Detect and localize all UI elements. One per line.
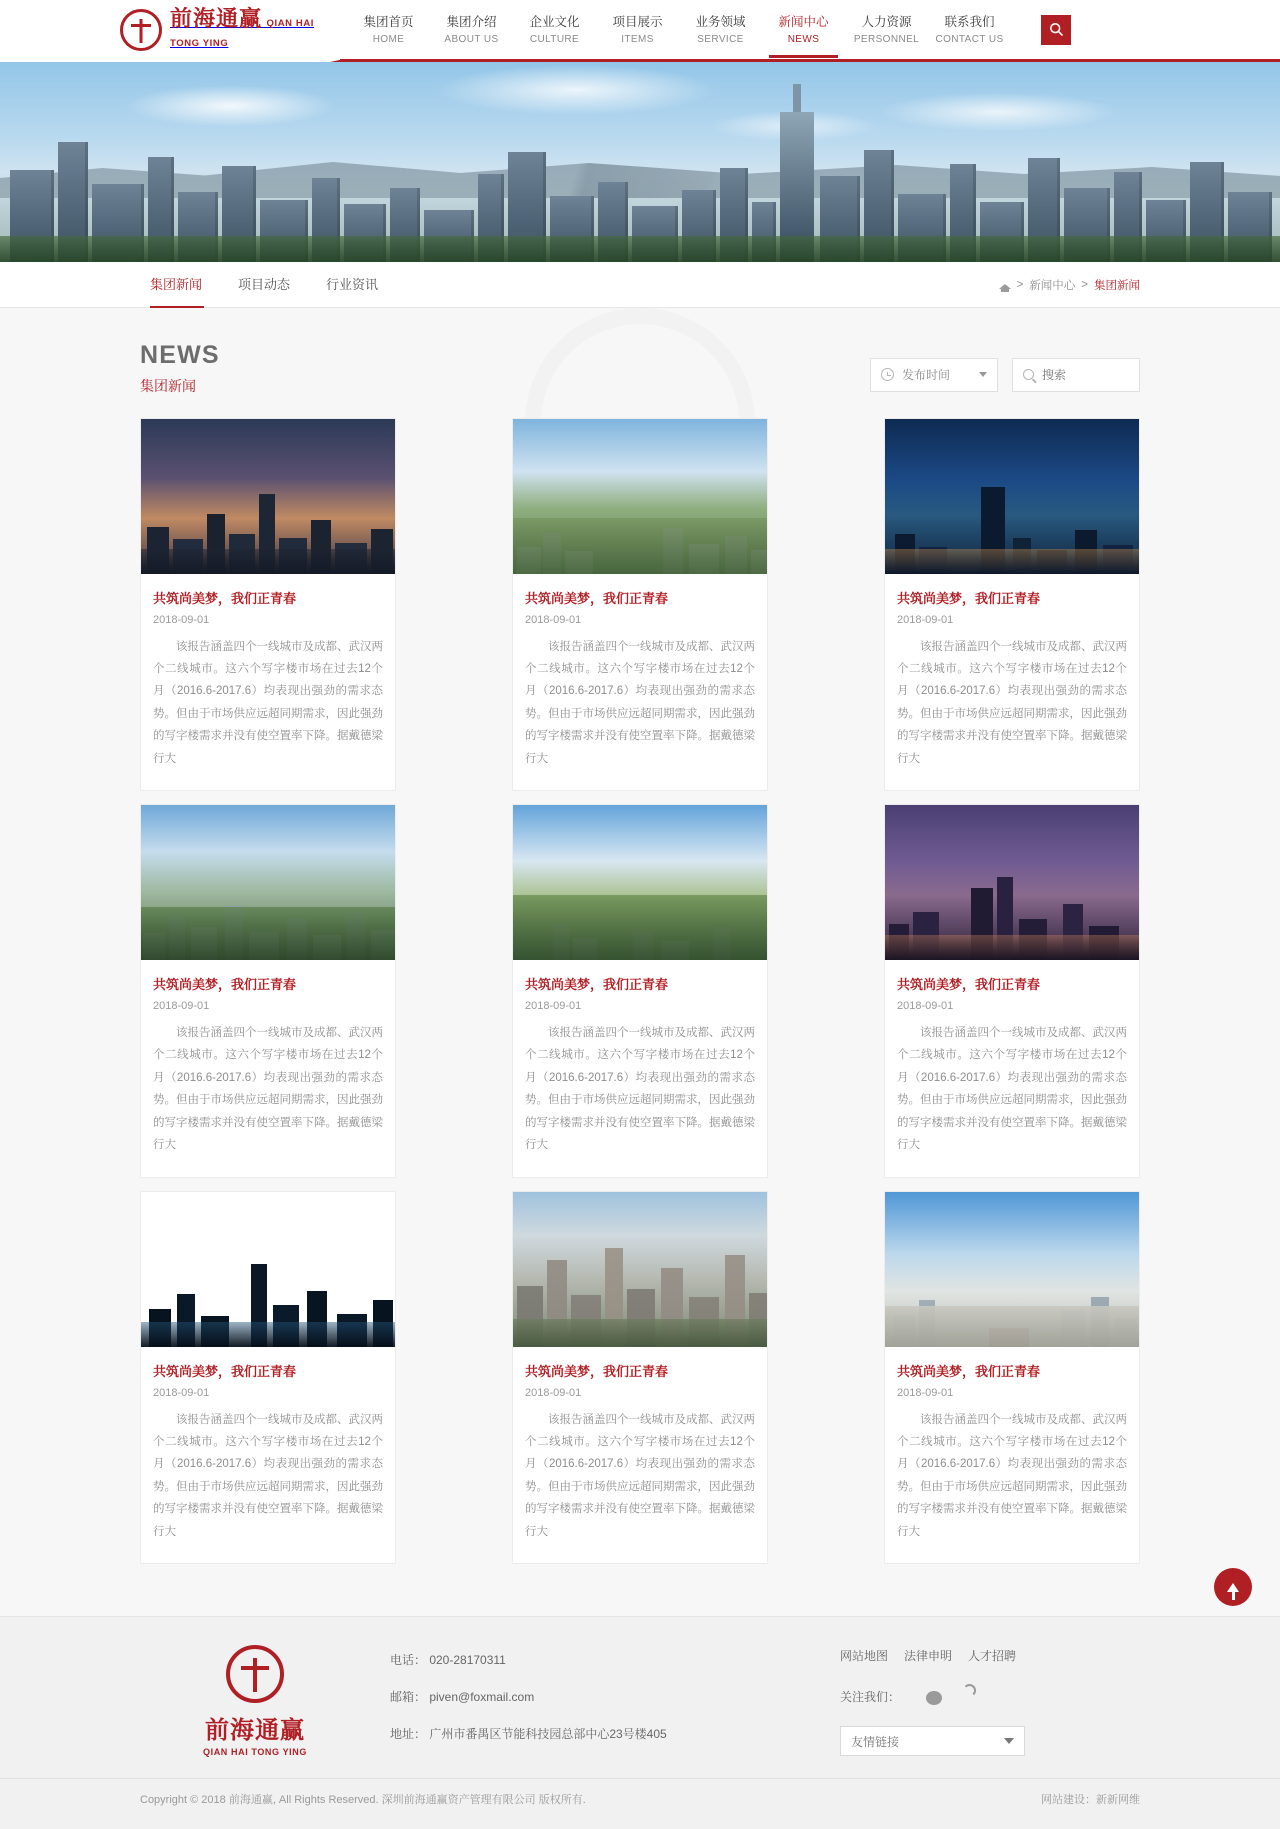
news-card-date: 2018-09-01 bbox=[525, 613, 582, 626]
news-card-date: 2018-09-01 bbox=[525, 1386, 582, 1399]
nav-label-cn: 人力资源 bbox=[861, 15, 912, 29]
tab-group-news[interactable]: 集团新闻 bbox=[140, 262, 220, 308]
friend-link-select[interactable] bbox=[840, 1726, 1025, 1756]
footer-link-sitemap[interactable]: 网站地图 bbox=[840, 1649, 889, 1664]
arrow-up-icon bbox=[1227, 1583, 1239, 1592]
breadcrumb-parent[interactable]: 新闻中心 bbox=[1029, 280, 1076, 292]
footer-email: 邮箱： piven@foxmail.com bbox=[390, 1690, 535, 1705]
footer-contact bbox=[370, 1645, 840, 1762]
tab-project-updates[interactable]: 项目动态 bbox=[238, 277, 291, 292]
header-search-button[interactable] bbox=[1041, 15, 1071, 45]
news-card[interactable] bbox=[884, 418, 1140, 792]
footer-links bbox=[840, 1647, 1140, 1664]
nav-label-cn: 集团介绍 bbox=[446, 15, 497, 29]
news-card[interactable] bbox=[512, 1191, 768, 1565]
news-card-date: 2018-09-01 bbox=[153, 613, 210, 626]
footer-right bbox=[840, 1645, 1140, 1756]
news-card-image bbox=[885, 419, 1139, 574]
news-card-image bbox=[141, 805, 395, 960]
wechat-icon[interactable] bbox=[914, 1686, 938, 1706]
nav-label-en: PERSONNEL bbox=[853, 34, 920, 45]
site-builder-text: 网站建设：新新网维 bbox=[1041, 1794, 1140, 1807]
breadcrumb-sep: > bbox=[1016, 279, 1024, 291]
page-title-cn: 集团新闻 bbox=[140, 377, 196, 394]
news-search-box[interactable] bbox=[1012, 358, 1140, 392]
sort-by-date-label: 发布时间 bbox=[902, 368, 951, 382]
news-card-title: 共筑尚美梦，我们正青春 bbox=[897, 1363, 1041, 1379]
news-card-date: 2018-09-01 bbox=[897, 613, 954, 626]
site-footer bbox=[0, 1616, 1280, 1829]
nav-item-personnel[interactable] bbox=[845, 4, 928, 55]
nav-label-en: ABOUT US bbox=[444, 34, 499, 45]
footer-link-careers[interactable]: 人才招聘 bbox=[968, 1649, 1017, 1664]
footer-logo bbox=[140, 1645, 370, 1757]
site-header bbox=[0, 0, 1280, 62]
logo-name-en: QIAN HAI TONG YING bbox=[170, 18, 315, 49]
nav-label-en: CONTACT US bbox=[935, 34, 1004, 45]
footer-phone: 电话： 020-28170311 bbox=[390, 1653, 506, 1668]
news-card-desc: 该报告涵盖四个一线城市及成都、武汉两个二线城市。这六个写字楼市场在过去12个月（2016.6-2017.6）均表现出强劲的需求态势。但由于市场供应远超同期需求，因此强劲的写字楼需求并没有使空置率下降。据戴德梁行大 bbox=[897, 640, 1127, 765]
news-card-date: 2018-09-01 bbox=[153, 1000, 210, 1013]
footer-follow-label: 关注我们： bbox=[840, 1689, 901, 1704]
copyright-text: Copyright © 2018 前海通赢, All Rights Reserved. 深圳前海通赢资产管理有限公司 版权所有. bbox=[140, 1794, 586, 1807]
news-card-image bbox=[885, 805, 1139, 960]
logo-mark-icon bbox=[120, 9, 162, 51]
news-card[interactable] bbox=[512, 804, 768, 1178]
nav-label-cn: 集团首页 bbox=[363, 15, 414, 29]
news-card[interactable] bbox=[140, 1191, 396, 1565]
friend-link-label: 友情链接 bbox=[851, 1734, 900, 1749]
main-nav bbox=[347, 4, 1011, 55]
home-icon[interactable] bbox=[999, 280, 1011, 291]
news-card[interactable] bbox=[884, 804, 1140, 1178]
news-card-date: 2018-09-01 bbox=[153, 1386, 210, 1399]
nav-label-en: CULTURE bbox=[529, 34, 580, 45]
nav-label-en: SERVICE bbox=[697, 34, 744, 45]
nav-item-service[interactable] bbox=[679, 4, 762, 55]
page-title-block bbox=[140, 342, 220, 396]
news-card-desc: 该报告涵盖四个一线城市及成都、武汉两个二线城市。这六个写字楼市场在过去12个月（2016.6-2017.6）均表现出强劲的需求态势。但由于市场供应远超同期需求，因此强劲的写字楼需求并没有使空置率下降。据戴德梁行大 bbox=[525, 1027, 755, 1152]
news-card[interactable] bbox=[512, 418, 768, 792]
breadcrumb-sep: > bbox=[1081, 279, 1088, 291]
nav-item-home[interactable] bbox=[347, 4, 430, 55]
footer-follow bbox=[840, 1686, 1140, 1706]
news-card[interactable] bbox=[884, 1191, 1140, 1565]
copyright-bar bbox=[0, 1778, 1280, 1811]
logo-text bbox=[170, 8, 325, 50]
news-card-image bbox=[513, 805, 767, 960]
back-to-top-button[interactable] bbox=[1214, 1568, 1252, 1606]
breadcrumb bbox=[999, 277, 1140, 293]
nav-label-cn: 企业文化 bbox=[529, 15, 580, 29]
footer-logo-name-en: QIAN HAI TONG YING bbox=[203, 1747, 307, 1758]
search-icon bbox=[1023, 369, 1034, 380]
news-card-title: 共筑尚美梦，我们正青春 bbox=[153, 977, 297, 993]
news-card-title: 共筑尚美梦，我们正青春 bbox=[525, 1363, 669, 1379]
nav-label-cn: 项目展示 bbox=[612, 15, 663, 29]
nav-label-cn: 联系我们 bbox=[944, 15, 995, 29]
news-grid bbox=[140, 418, 1140, 1565]
footer-link-legal[interactable]: 法律申明 bbox=[904, 1649, 953, 1664]
news-card-desc: 该报告涵盖四个一线城市及成都、武汉两个二线城市。这六个写字楼市场在过去12个月（2016.6-2017.6）均表现出强劲的需求态势。但由于市场供应远超同期需求，因此强劲的写字楼需求并没有使空置率下降。据戴德梁行大 bbox=[153, 1413, 383, 1538]
site-logo[interactable] bbox=[120, 8, 325, 50]
nav-label-en: HOME bbox=[372, 34, 405, 45]
nav-item-culture[interactable] bbox=[513, 4, 596, 55]
news-card-desc: 该报告涵盖四个一线城市及成都、武汉两个二线城市。这六个写字楼市场在过去12个月（2016.6-2017.6）均表现出强劲的需求态势。但由于市场供应远超同期需求，因此强劲的写字楼需求并没有使空置率下降。据戴德梁行大 bbox=[153, 1027, 383, 1152]
nav-label-en: NEWS bbox=[787, 34, 820, 45]
hero-cityscape bbox=[0, 112, 1280, 262]
news-card[interactable] bbox=[140, 804, 396, 1178]
logo-mark-icon bbox=[226, 1645, 284, 1703]
nav-item-contact-us[interactable] bbox=[928, 4, 1011, 55]
news-card-image bbox=[885, 1192, 1139, 1347]
news-card-date: 2018-09-01 bbox=[897, 1000, 954, 1013]
chevron-down-icon bbox=[979, 372, 987, 377]
sort-by-date-select[interactable] bbox=[870, 358, 998, 392]
news-card-title: 共筑尚美梦，我们正青春 bbox=[525, 977, 669, 993]
news-card-date: 2018-09-01 bbox=[897, 1386, 954, 1399]
nav-item-about-us[interactable] bbox=[430, 4, 513, 55]
news-card-desc: 该报告涵盖四个一线城市及成都、武汉两个二线城市。这六个写字楼市场在过去12个月（2016.6-2017.6）均表现出强劲的需求态势。但由于市场供应远超同期需求，因此强劲的写字楼需求并没有使空置率下降。据戴德梁行大 bbox=[153, 640, 383, 765]
news-card-image bbox=[513, 1192, 767, 1347]
nav-label-en: ITEMS bbox=[621, 34, 654, 45]
news-search-input[interactable] bbox=[1042, 368, 1129, 382]
page-header bbox=[140, 342, 1140, 396]
weibo-icon[interactable] bbox=[952, 1686, 976, 1706]
tab-industry-info[interactable]: 行业资讯 bbox=[326, 277, 379, 292]
breadcrumb-current: 集团新闻 bbox=[1094, 280, 1140, 292]
news-card-title: 共筑尚美梦，我们正青春 bbox=[897, 977, 1041, 993]
sub-navigation bbox=[0, 262, 1280, 308]
news-card-title: 共筑尚美梦，我们正青春 bbox=[153, 590, 297, 606]
footer-logo-name-cn: 前海通赢 bbox=[205, 1716, 305, 1745]
logo-name-cn: 前海通赢 bbox=[170, 7, 263, 33]
hero-banner-image bbox=[0, 62, 1280, 262]
news-card-title: 共筑尚美梦，我们正青春 bbox=[153, 1363, 297, 1379]
news-category-tabs bbox=[140, 262, 396, 308]
news-card-image bbox=[513, 419, 767, 574]
chevron-down-icon bbox=[1004, 1738, 1014, 1744]
news-card[interactable] bbox=[140, 418, 396, 792]
nav-label-cn: 业务领域 bbox=[695, 15, 746, 29]
search-icon bbox=[1049, 22, 1064, 37]
nav-item-items[interactable] bbox=[596, 4, 679, 55]
list-tools bbox=[870, 358, 1140, 392]
hero-greenbelt bbox=[0, 236, 1280, 262]
nav-label-cn: 新闻中心 bbox=[778, 15, 829, 29]
news-card-image bbox=[141, 419, 395, 574]
news-card-title: 共筑尚美梦，我们正青春 bbox=[897, 590, 1041, 606]
clock-icon bbox=[881, 368, 894, 381]
nav-item-news[interactable] bbox=[762, 4, 845, 55]
news-card-title: 共筑尚美梦，我们正青春 bbox=[525, 590, 669, 606]
news-card-date: 2018-09-01 bbox=[525, 1000, 582, 1013]
news-card-desc: 该报告涵盖四个一线城市及成都、武汉两个二线城市。这六个写字楼市场在过去12个月（2016.6-2017.6）均表现出强劲的需求态势。但由于市场供应远超同期需求，因此强劲的写字楼需求并没有使空置率下降。据戴德梁行大 bbox=[525, 640, 755, 765]
footer-address: 地址： 广州市番禺区节能科技园总部中心23号楼405 bbox=[390, 1727, 667, 1742]
news-card-desc: 该报告涵盖四个一线城市及成都、武汉两个二线城市。这六个写字楼市场在过去12个月（2016.6-2017.6）均表现出强劲的需求态势。但由于市场供应远超同期需求，因此强劲的写字楼需求并没有使空置率下降。据戴德梁行大 bbox=[897, 1027, 1127, 1152]
news-card-desc: 该报告涵盖四个一线城市及成都、武汉两个二线城市。这六个写字楼市场在过去12个月（2016.6-2017.6）均表现出强劲的需求态势。但由于市场供应远超同期需求，因此强劲的写字楼需求并没有使空置率下降。据戴德梁行大 bbox=[897, 1413, 1127, 1538]
main-content bbox=[0, 308, 1280, 1616]
news-card-image bbox=[141, 1192, 395, 1347]
page-title-en: NEWS bbox=[140, 341, 220, 369]
news-card-desc: 该报告涵盖四个一线城市及成都、武汉两个二线城市。这六个写字楼市场在过去12个月（2016.6-2017.6）均表现出强劲的需求态势。但由于市场供应远超同期需求，因此强劲的写字楼需求并没有使空置率下降。据戴德梁行大 bbox=[525, 1413, 755, 1538]
